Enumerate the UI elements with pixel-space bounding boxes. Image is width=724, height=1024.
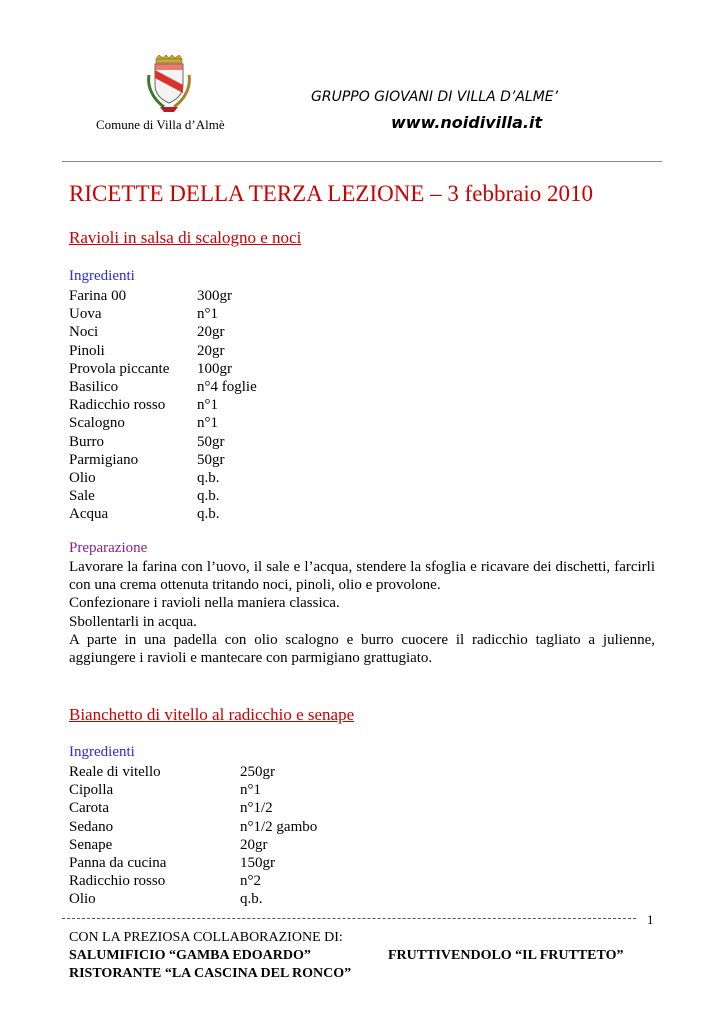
ingredient-name: Sedano (69, 818, 114, 835)
ingredient-row (69, 781, 317, 799)
ingredient-name: Scalogno (69, 415, 125, 432)
ingredient-row (69, 890, 317, 908)
ingredient-row (69, 378, 257, 396)
recipe1-ingredient-list (69, 287, 257, 524)
ingredient-quantity: 20gr (240, 836, 268, 853)
ingredient-quantity: q.b. (197, 506, 220, 523)
recipe2-ingredient-list (69, 763, 317, 909)
ingredient-name: Carota (69, 800, 109, 817)
ingredient-name: Sale (69, 488, 95, 505)
ingredient-quantity: n°4 foglie (197, 379, 257, 396)
ingredient-name: Radicchio rosso (69, 397, 166, 414)
ingredient-quantity: 250gr (240, 764, 275, 780)
ingredient-name: Senape (69, 836, 113, 853)
ingredient-name: Pinoli (69, 342, 105, 359)
ingredient-quantity: 20gr (197, 342, 225, 359)
ingredient-row (69, 872, 317, 890)
ingredient-row (69, 360, 257, 378)
ingredient-name: Radicchio rosso (69, 873, 166, 890)
ingredient-row (69, 487, 257, 505)
ingredient-name: Noci (69, 324, 99, 341)
ingredient-quantity: 50gr (197, 451, 225, 468)
ingredient-name: Panna da cucina (69, 855, 167, 872)
ingredient-quantity: n°1 (197, 397, 218, 414)
ingredient-name: Uova (69, 306, 102, 323)
page-title: RICETTE DELLA TERZA LEZIONE – 3 febbraio 2010 (69, 181, 594, 206)
ingredient-row (69, 342, 257, 360)
ingredient-quantity: q.b. (197, 488, 220, 505)
ingredient-name: Acqua (69, 506, 109, 523)
recipe1-ingredients-label: Ingredienti (69, 268, 135, 284)
recipe2-ingredients-label: Ingredienti (69, 744, 135, 760)
ingredient-row (69, 305, 257, 323)
ingredient-row (69, 799, 317, 817)
sponsor-salumificio: SALUMIFICIO “GAMBA EDOARDO” (69, 948, 311, 963)
preparation-step: A parte in una padella con olio scalogno e burro cuocere il radicchio tagliato a julienne, aggiungere i ravioli e mantecare con parmigiano grattugiato. (69, 631, 655, 667)
ingredient-name: Basilico (69, 379, 119, 396)
ingredient-quantity: q.b. (240, 891, 263, 908)
ingredient-name: Provola piccante (69, 360, 170, 377)
ingredient-row (69, 505, 257, 523)
preparation-step: Confezionare i ravioli nella maniera classica. (69, 595, 340, 612)
preparation-step: Sbollentarli in acqua. (69, 613, 197, 630)
ingredient-name: Parmigiano (69, 451, 139, 468)
ingredient-row (69, 287, 257, 305)
sponsor-ristorante: RISTORANTE “LA CASCINA DEL RONCO” (69, 966, 352, 981)
recipe2-title: Bianchetto di vitello al radicchio e senape (69, 705, 355, 724)
ingredient-quantity: n°1/2 gambo (240, 818, 318, 835)
header-divider (62, 161, 662, 162)
coat-of-arms-icon (146, 55, 192, 113)
ingredient-name: Cipolla (69, 782, 114, 799)
ingredient-quantity: n°1 (240, 782, 261, 799)
recipe1-preparation (69, 558, 655, 667)
ingredient-quantity: 300gr (197, 288, 232, 304)
recipe1-preparation-label: Preparazione (69, 540, 148, 556)
comune-label: Comune di Villa d’Almè (96, 117, 225, 132)
footer-divider (62, 918, 636, 919)
ingredient-name: Burro (69, 433, 104, 450)
ingredient-row (69, 763, 317, 781)
ingredient-quantity: 150gr (240, 855, 275, 872)
group-name: GRUPPO GIOVANI DI VILLA D’ALME’ (311, 89, 559, 105)
ingredient-name: Reale di vitello (69, 764, 161, 780)
ingredient-name: Olio (69, 470, 96, 487)
ingredient-row (69, 396, 257, 414)
recipe1-title: Ravioli in salsa di scalogno e noci (69, 228, 302, 247)
sponsor-fruttivendolo: FRUTTIVENDOLO “IL FRUTTETO” (388, 948, 624, 963)
ingredient-quantity: 100gr (197, 360, 232, 377)
ingredient-row (69, 451, 257, 469)
ingredient-row (69, 818, 317, 836)
ingredient-quantity: n°1 (197, 415, 218, 432)
ingredient-quantity: 50gr (197, 433, 225, 450)
ingredient-quantity: n°1/2 (240, 800, 273, 817)
collaboration-label: CON LA PREZIOSA COLLABORAZIONE DI: (69, 930, 343, 945)
ingredient-row (69, 854, 317, 872)
ingredient-quantity: n°2 (240, 873, 261, 890)
ingredient-quantity: q.b. (197, 470, 220, 487)
ingredient-row (69, 469, 257, 487)
website-link[interactable]: www.noidivilla.it (391, 113, 543, 132)
ingredient-name: Olio (69, 891, 96, 908)
ingredient-row (69, 836, 317, 854)
ingredient-name: Farina 00 (69, 288, 127, 304)
page-number: 1 (647, 912, 654, 927)
ingredient-row (69, 414, 257, 432)
ingredient-row (69, 323, 257, 341)
preparation-step: Lavorare la farina con l’uovo, il sale e l’acqua, stendere la sfoglia e ricavare dei dischetti, farcirli con una crema ottenuta tritando noci, pinoli, olio e provolone. (69, 559, 655, 594)
ingredient-quantity: 20gr (197, 324, 225, 341)
ingredient-row (69, 433, 257, 451)
ingredient-quantity: n°1 (197, 306, 218, 323)
